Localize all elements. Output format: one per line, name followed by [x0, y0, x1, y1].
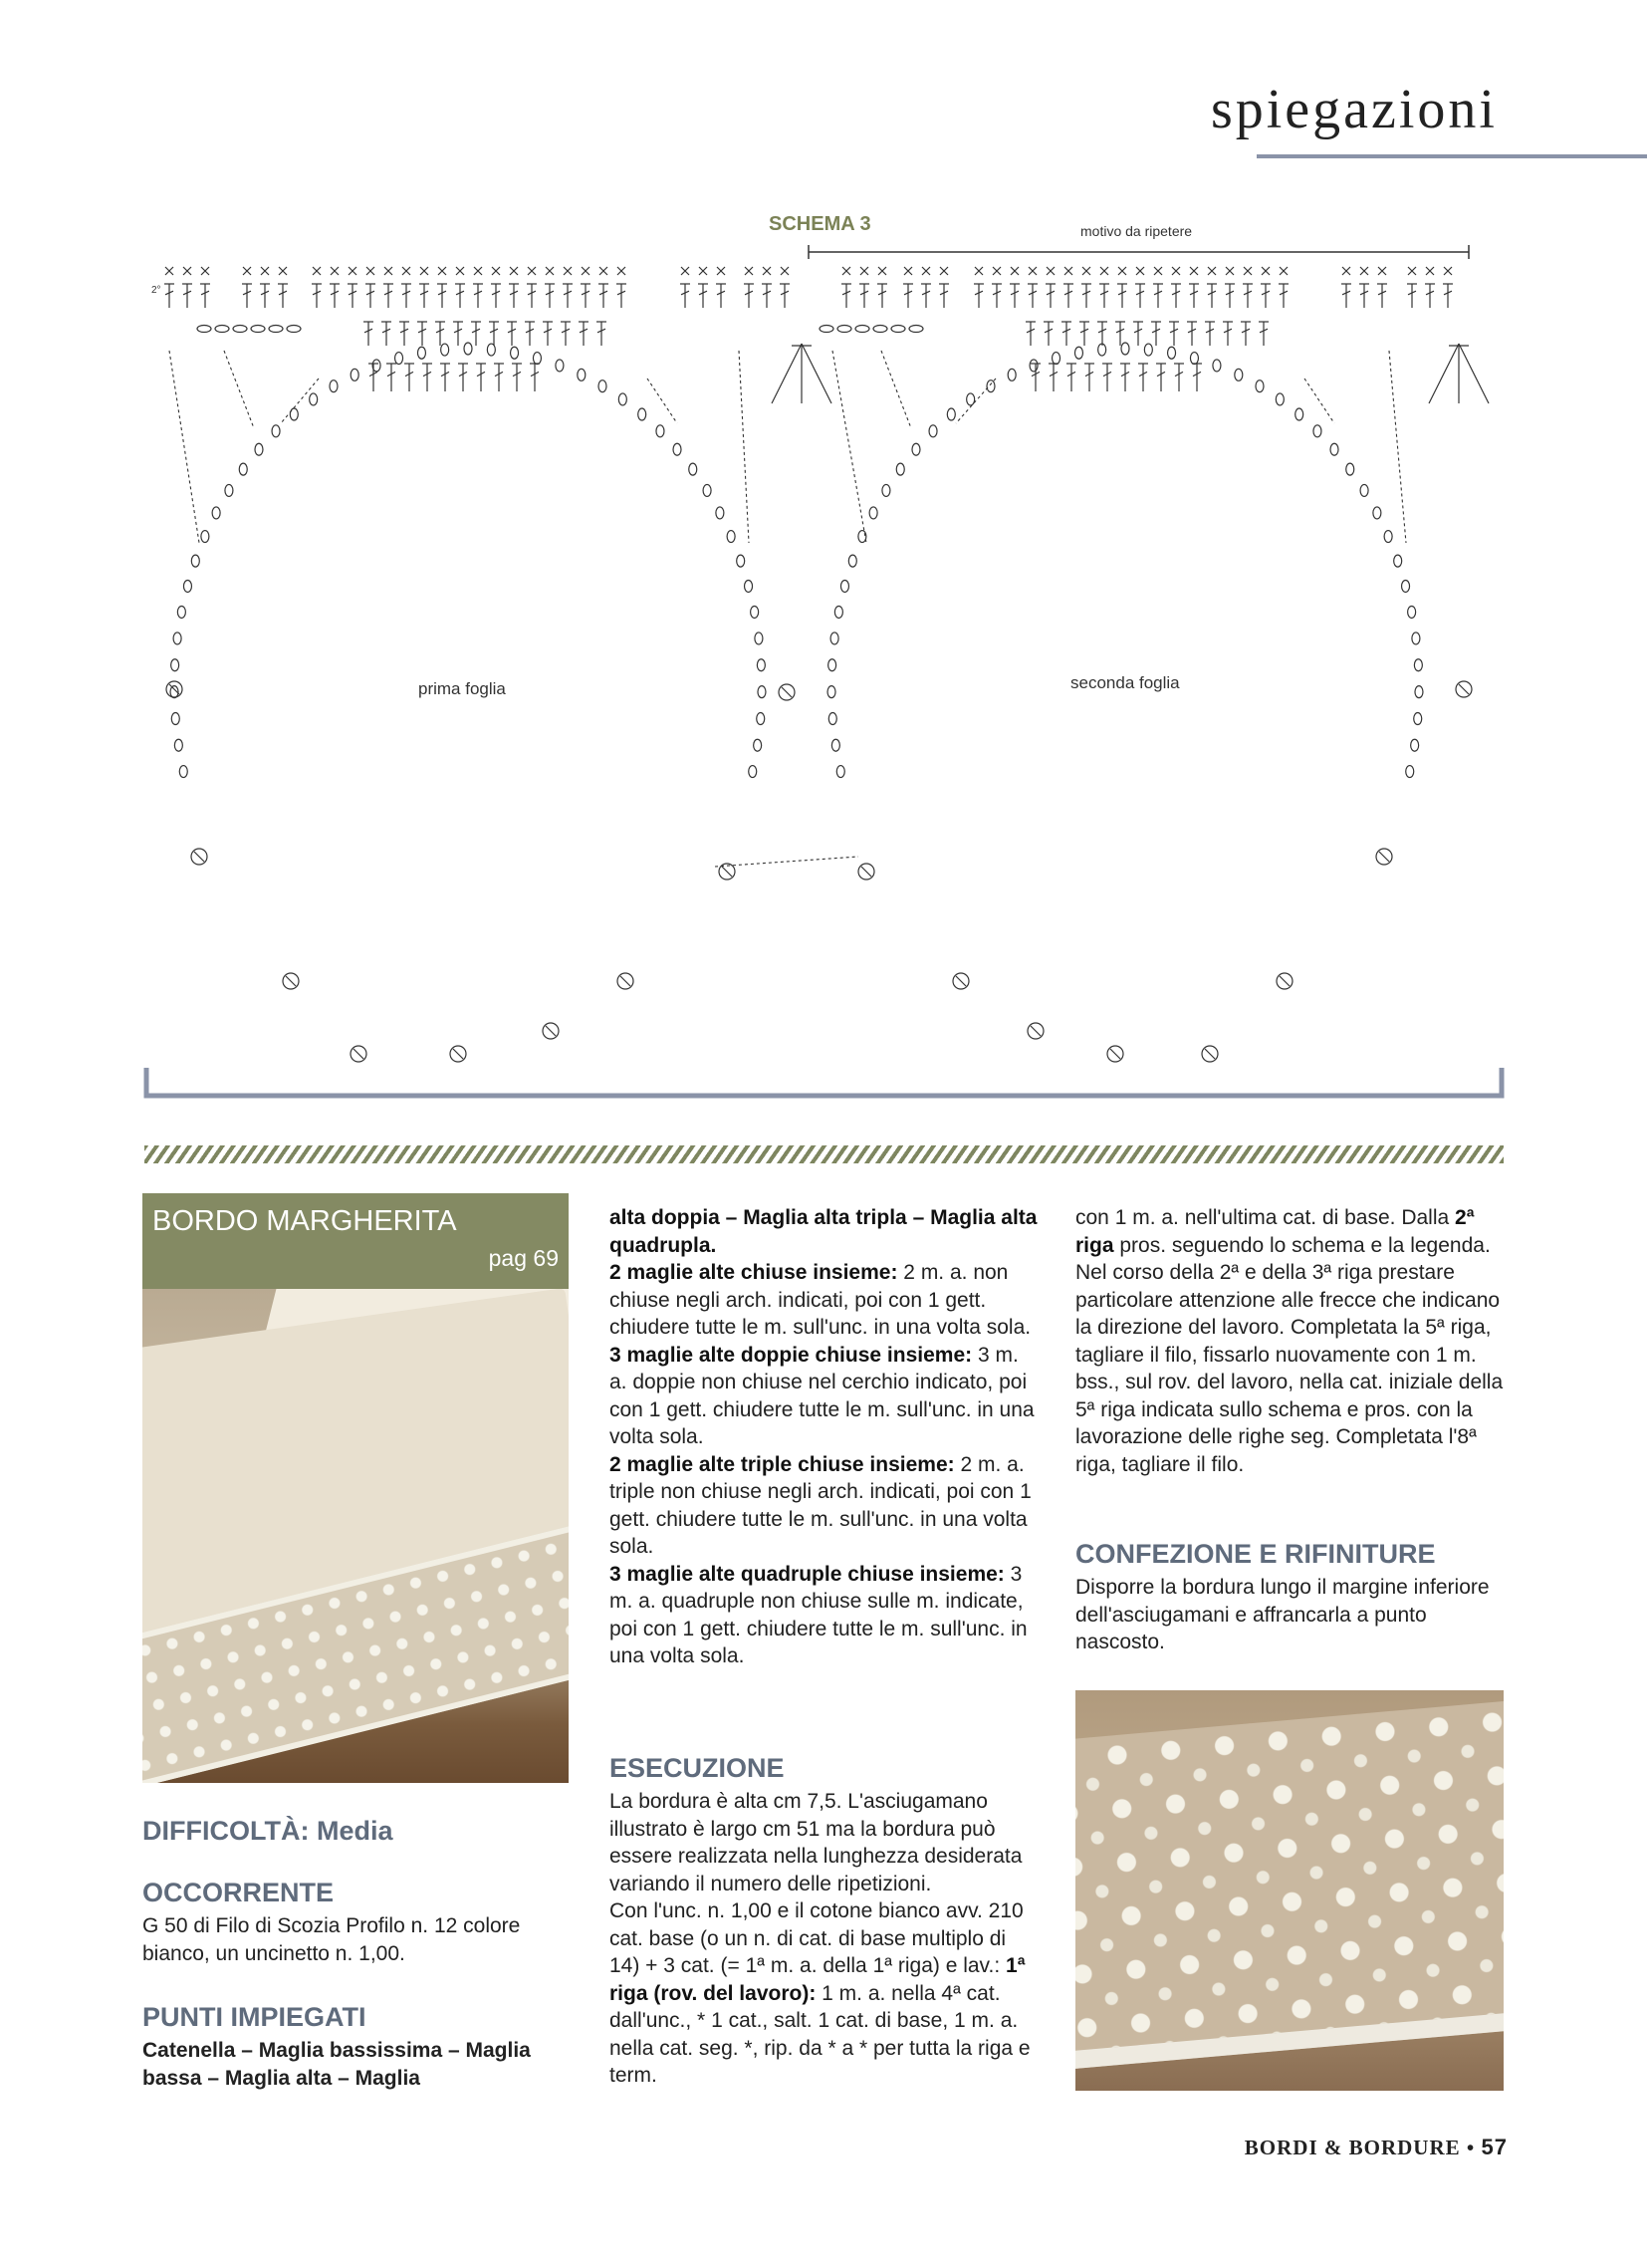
crochet-chart	[0, 0, 1647, 1106]
execution-heading: ESECUZIONE	[609, 1753, 785, 1783]
lace-detail	[1075, 1700, 1504, 2070]
page-number: 57	[1481, 2135, 1508, 2159]
project-title: BORDO MARGHERITA	[152, 1205, 457, 1237]
repeat-bracket	[809, 245, 1469, 259]
tall-stitch-row-2	[363, 322, 1269, 346]
tall-stitch-row-1	[164, 284, 1453, 308]
chart-frame	[146, 1068, 1502, 1096]
row-marker: 2°	[151, 285, 161, 296]
stitches-continued: alta doppia – Maglia alta tripla – Maglia alta quadrupla.	[609, 1206, 1038, 1257]
lace-detail-photo	[1075, 1690, 1504, 2091]
leaf1-label: prima foglia	[418, 679, 506, 698]
decorative-hatch-divider	[144, 1145, 1504, 1163]
project-title-card	[142, 1193, 569, 1289]
execution-text: La bordura è alta cm 7,5. L'asciugamano illustrato è largo cm 51 ma la bordura può essere realizzata nella lunghezza desiderata variando il numero delle ripetizioni. Con l'unc. n. 1,00 e il cotone bianco avv. 210 cat. base (o un n. di cat. di base multiplo di 14) + 3 cat. (= 1ª m. a. della 1ª riga) e lav.: 1ª riga (rov. del lavoro): 1 m. a. nella 4ª cat. dall'unc., * 1 cat., salt. 1 cat. di base, 1 m. a. nella cat. seg. *, rip. da * a * per tutta la riga e term.	[609, 1790, 1031, 2087]
materials-text: G 50 di Filo di Scozia Profilo n. 12 colore bianco, un uncinetto n. 1,00.	[142, 1914, 521, 1965]
footer-separator: •	[1466, 2136, 1476, 2159]
page-reference: pag 69	[488, 1245, 559, 1271]
leaf-outlines	[166, 326, 1489, 1063]
schema-title: SCHEMA 3	[769, 213, 871, 235]
page-footer	[1245, 2135, 1508, 2160]
column-2-text: alta doppia – Maglia alta tripla – Maglia alta quadrupla. 2 maglie alte chiuse insieme: 2 m. a. non chiuse negli arch. indicati, poi con 1 gett. chiudere tutte le m. sull'unc. in una volta sola. 3 maglie alte doppie chiuse insieme: 3 m. a. doppie non chiuse nel cerchio indicato, poi con 1 gett. chiudere tutte le m. sull'unc. in una volta sola. 2 maglie alte triple chiuse insieme: 2 m. a. triple non chiuse negli arch. indicati, poi con 1 gett. chiudere tutte le m. sull'unc. in una volta sola. 3 maglie alte quadruple chiuse insieme: 3 m. a. quadruple non chiuse sulle m. indicate, poi con 1 gett. chiudere tutte le m. sull'unc. in una volta sola.	[609, 1206, 1038, 1667]
finishing-heading: CONFEZIONE E RIFINITURE	[1075, 1539, 1436, 1569]
materials-heading: OCCORRENTE	[142, 1878, 335, 1907]
stitches-heading: PUNTI IMPIEGATI	[142, 2002, 366, 2032]
difficulty-heading: DIFFICOLTÀ: Media	[142, 1816, 393, 1846]
direction-arrows	[169, 351, 1406, 867]
stitches-text: Catenella – Maglia bassissima – Maglia bassa – Maglia alta – Maglia	[142, 2039, 531, 2090]
repeat-label: motivo da ripetere	[1080, 223, 1193, 239]
magazine-name: BORDI & BORDURE	[1244, 2136, 1461, 2159]
project-photo	[142, 1289, 569, 1783]
section-title: spiegazioni	[1210, 79, 1498, 140]
single-crochet-row	[165, 267, 1452, 275]
column-3-text: con 1 m. a. nell'ultima cat. di base. Dalla 2ª riga pros. seguendo lo schema e la legenda. Nel corso della 2ª e della 3ª riga prestare particolare attenzione alle frecce che indicano la direzione del lavoro. Completata la 5ª riga, tagliare il filo, fissarlo nuovamente con 1 m. bss., sul rov. del lavoro, nella cat. iniziale della 5ª riga indicata sullo schema e pros. con la lavorazione delle righe seg. Completata l'8ª riga, tagliare il filo.	[1075, 1206, 1504, 1476]
finishing-text: Disporre la bordura lungo il margine inferiore dell'asciugamani e affrancarla a punto nascosto.	[1075, 1576, 1490, 1653]
leaf2-label: seconda foglia	[1070, 673, 1180, 692]
difficulty-value: Media	[316, 1816, 393, 1846]
